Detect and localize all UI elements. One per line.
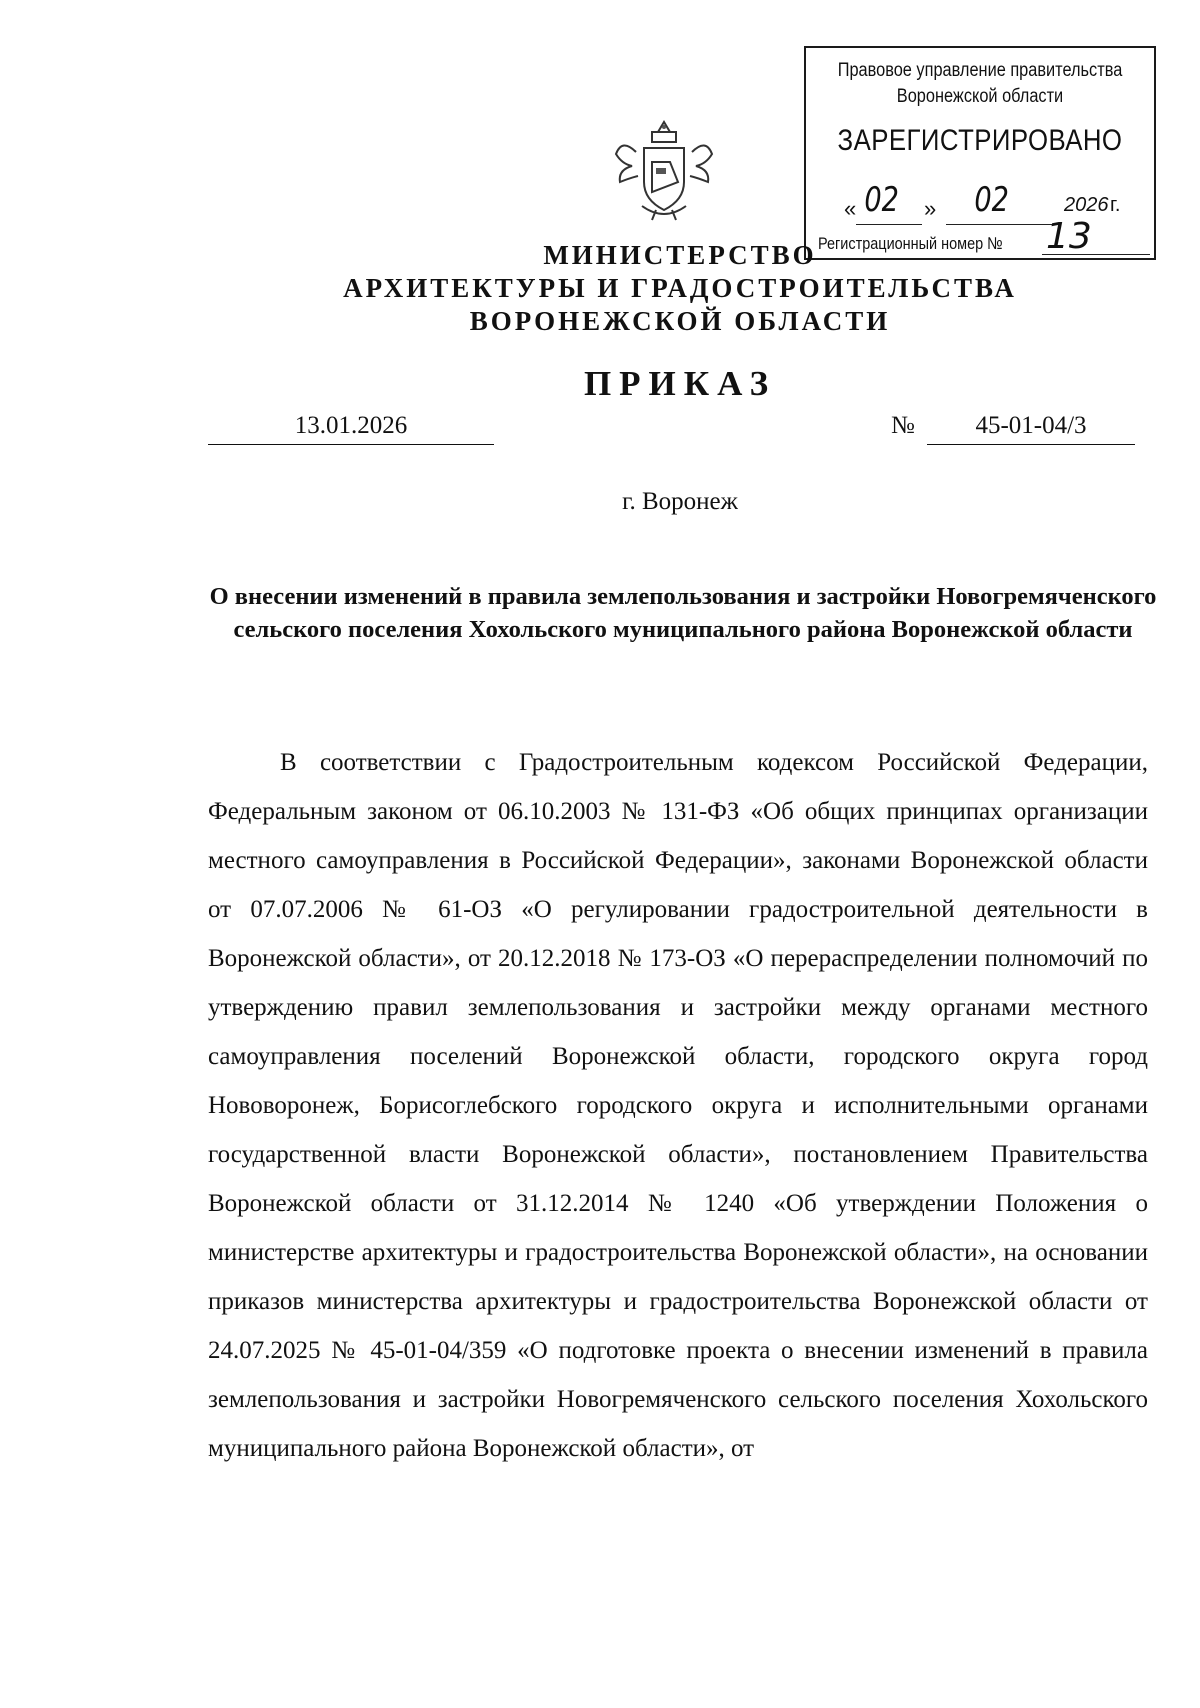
stamp-org-line1: Правовое управление правительства [837, 60, 1123, 81]
ministry-title-line1: МИНИСТЕРСТВО [543, 240, 817, 270]
document-city: г. Воронеж [622, 488, 738, 515]
stamp-year-suffix: г. [1110, 194, 1121, 216]
stamp-year: 2026 [1064, 194, 1109, 216]
stamp-quote-close: » [924, 196, 937, 221]
document-number: 45-01-04/3 [927, 408, 1135, 445]
document-body-paragraph: В соответствии с Градостроительным кодексом Российской Федерации, Федеральным законом от 06.10.2003 № 131-ФЗ «Об общих принципах организации местного самоуправления в Российской Федерации», законами Воронежской области от 07.07.2006 № 61-ОЗ «О регулировании градостроительной деятельности в Воронежской области», от 20.12.2018 № 173-ОЗ «О перераспределении полномочий по утверждению правил землепользования и застройки между органами местного самоуправления поселений Воронежской области, городского округа город Нововоронеж, Борисоглебского городского округа и исполнительными органами государственной власти Воронежской области», постановлением Правительства Воронежской области от 31.12.2014 № 1240 «Об утверждении Положения о министерстве архитектуры и градостроительства Воронежской области», на основании приказов министерства архитектуры и градостроительства Воронежской области от 24.07.2025 № 45-01-04/359 «О подготовке проекта о внесении изменений в правила землепользования и застройки Новогремяченского сельского поселения Хохольского муниципального района Воронежской области», от [208, 749, 1148, 1462]
registration-stamp [804, 46, 1156, 260]
ministry-title-line2: АРХИТЕКТУРЫ И ГРАДОСТРОИТЕЛЬСТВА [343, 273, 1017, 303]
document-type: ПРИКАЗ [583, 364, 777, 403]
stamp-org-line2: Воронежской области [896, 86, 1064, 107]
stamp-reg-label: Регистрационный номер № [818, 234, 1003, 253]
number-sign: № [891, 412, 915, 439]
stamp-quote-open: « [844, 196, 857, 221]
stamp-month: 02 [974, 180, 1009, 220]
voronezh-coat-of-arms-icon [612, 118, 716, 222]
ministry-title-line3: ВОРОНЕЖСКОЙ ОБЛАСТИ [469, 306, 891, 336]
document-date: 13.01.2026 [208, 408, 494, 445]
stamp-reg-number: 13 [1046, 216, 1092, 257]
document-subject: О внесении изменений в правила землепользования и застройки Новогремяченского сельского поселения Хохольского муниципального района Воронежской области [209, 583, 1157, 643]
stamp-day: 02 [864, 180, 899, 220]
stamp-day-underline [856, 224, 922, 225]
stamp-month-underline [946, 224, 1060, 225]
stamp-date [844, 180, 1144, 230]
stamp-status: ЗАРЕГИСТРИРОВАНО [837, 124, 1123, 157]
